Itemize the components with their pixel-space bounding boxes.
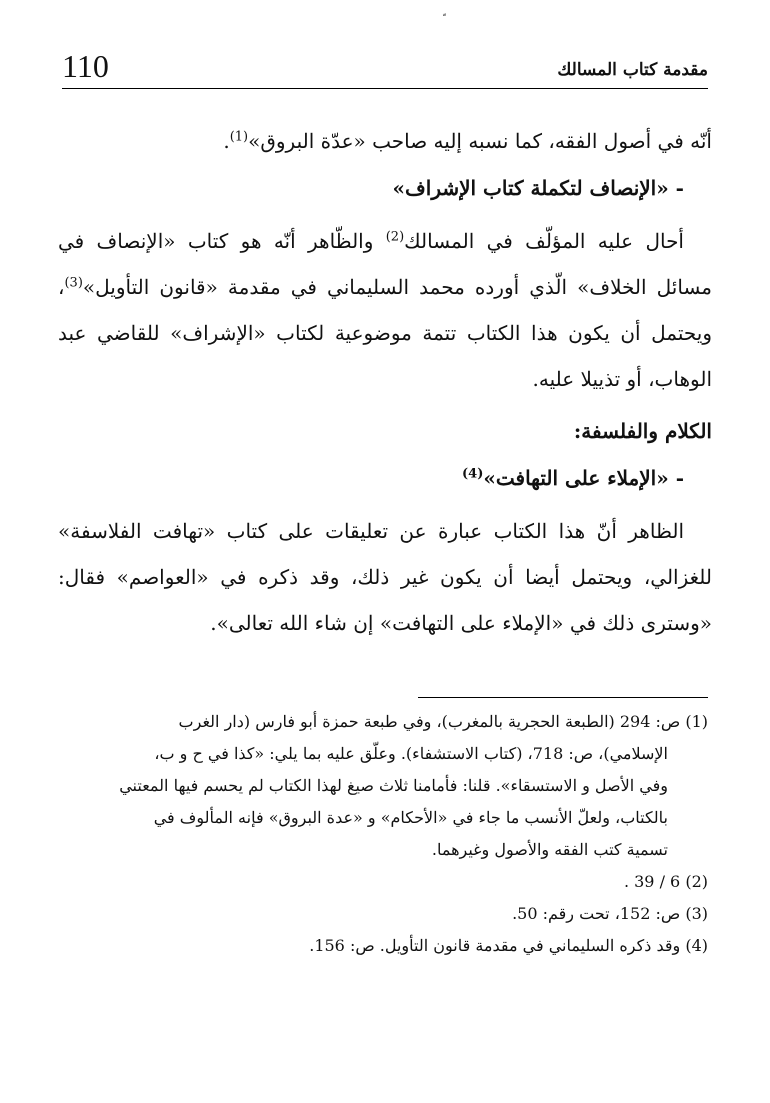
footnote-1-line-5: تسمية كتب الفقه والأصول وغيرهما. — [431, 840, 668, 859]
footnote-1-line-4: بالكتاب، ولعلّ الأنسب ما جاء في «الأحكام» و «عدة البروق» فإنه المألوف في — [153, 808, 668, 827]
main-text — [58, 118, 712, 646]
footnotes — [62, 706, 708, 962]
book-heading-imla: - «الإملاء على التهافت»$^{(4)}$ — [462, 466, 684, 490]
paragraph-2: أحال عليه المؤلّف في المسالك$^{(2)}$ والظّاهر أنّه هو كتاب «الإنصاف في مسائل الخلاف» الّذي أورده محمد السليماني في مقدمة «قانون التأويل»$^{(3)}$، ويحتمل أن يكون هذا الكتاب تتمة موضوعية لكتاب «الإشراف» للقاضي عبد الوهاب، أو تذييلا عليه. — [58, 229, 712, 391]
footnote-1-line-1: (1) ص: 294 (الطبعة الحجرية بالمغرب)، وفي طبعة حمزة أبو فارس (دار الغرب — [178, 712, 708, 731]
running-title: مقدمة كتاب المسالك — [557, 60, 708, 80]
section-heading: الكلام والفلسفة: — [573, 419, 712, 443]
footnote-1-line-3: وفي الأصل و الاستسقاء». قلنا: فأمامنا ثلاث صيغ لهذا الكتاب لم يحسم فيها المعتني — [119, 776, 668, 795]
footnote-divider — [418, 697, 708, 698]
page-number: 110 — [62, 48, 109, 84]
paragraph-1: أنّه في أصول الفقه، كما نسبه إليه صاحب «عدّة البروق»$^{(1)}$. — [223, 129, 712, 153]
footnote-1-line-2: الإسلامي)، ص: 718، (كتاب الاستشفاء). وعلّق عليه بما يلي: «كذا في ح و ب، — [154, 744, 668, 763]
book-heading-insaf: - «الإنصاف لتكملة كتاب الإشراف» — [392, 176, 684, 200]
running-header — [62, 48, 708, 89]
footnote-ref-3[interactable]: (3) — [64, 275, 83, 291]
footnote-2: (2) 6 / 39 . — [623, 872, 708, 891]
footnote-ref-2[interactable]: (2) — [385, 229, 405, 245]
footnote-ref-4[interactable]: (4) — [462, 466, 484, 482]
footnote-ref-1[interactable]: (1) — [229, 129, 249, 145]
paragraph-3: الظاهر أنّ هذا الكتاب عبارة عن تعليقات على كتاب «تهافت الفلاسفة» للغزالي، ويحتمل أيضا أن يكون غير ذلك، وقد ذكره في «العواصم» فقال: «وسترى ذلك في «الإملاء على التهافت» إن شاء الله تعالى». — [58, 519, 712, 635]
footnote-4: (4) وقد ذكره السليماني في مقدمة قانون التأويل. ص: 156. — [309, 936, 708, 955]
footnote-3: (3) ص: 152، تحت رقم: 50. — [512, 904, 708, 923]
